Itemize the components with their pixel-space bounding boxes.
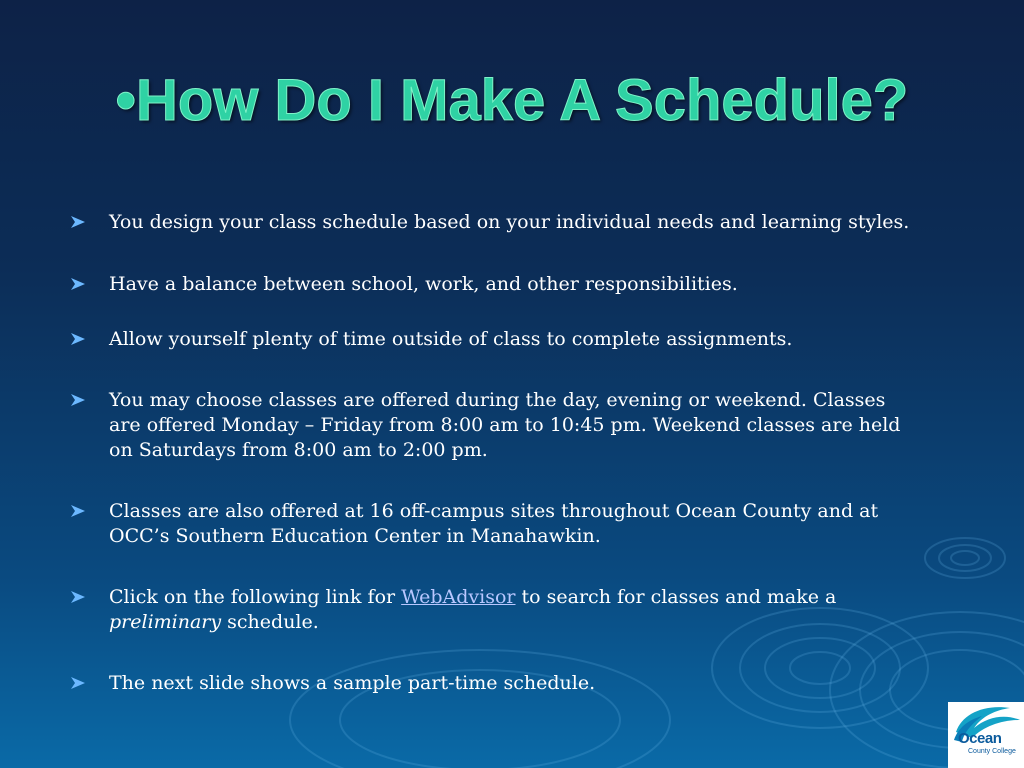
arrowhead-bullet-icon	[70, 273, 86, 289]
preliminary-emphasis: preliminary	[109, 611, 222, 633]
arrowhead-bullet-icon	[70, 389, 86, 405]
bullet-text-after-link: to search for classes and make a	[515, 586, 837, 608]
logo-subtitle: County College	[968, 748, 1016, 755]
bullet-text: Have a balance between school, work, and other responsibilities.	[109, 273, 738, 295]
arrowhead-bullet-icon	[70, 328, 86, 344]
bullet-text	[109, 585, 967, 635]
bullet-text-before-link: Click on the following link for	[109, 586, 402, 608]
arrowhead-bullet-icon	[70, 211, 86, 227]
ocean-county-college-logo	[948, 702, 1024, 768]
bullet-text-end: schedule.	[221, 611, 319, 633]
bullet-text: You design your class schedule based on your individual needs and learning styles.	[109, 211, 910, 233]
webadvisor-link[interactable]: WebAdvisor	[401, 586, 516, 608]
slide-title: •How Do I Make A Schedule?	[115, 68, 909, 133]
bullet-text: The next slide shows a sample part-time schedule.	[109, 672, 596, 694]
bullet-text	[109, 388, 967, 463]
bullet-text: Allow yourself plenty of time outside of class to complete assignments.	[109, 328, 793, 350]
arrowhead-bullet-icon	[70, 586, 86, 602]
logo-name: Ocean	[958, 730, 1002, 747]
bullet-line: Classes are also offered at 16 off-campus sites throughout Ocean County and at	[109, 500, 879, 522]
bullet-line: on Saturdays from 8:00 am to 2:00 pm.	[109, 439, 488, 461]
bullet-text	[109, 499, 967, 549]
bullet-line: are offered Monday – Friday from 8:00 am to 10:45 pm. Weekend classes are held	[109, 414, 901, 436]
bullet-line: OCC’s Southern Education Center in Manahawkin.	[109, 525, 601, 547]
bullet-line: You may choose classes are offered during the day, evening or weekend. Classes	[109, 389, 886, 411]
arrowhead-bullet-icon	[70, 500, 86, 516]
arrowhead-bullet-icon	[70, 672, 86, 688]
